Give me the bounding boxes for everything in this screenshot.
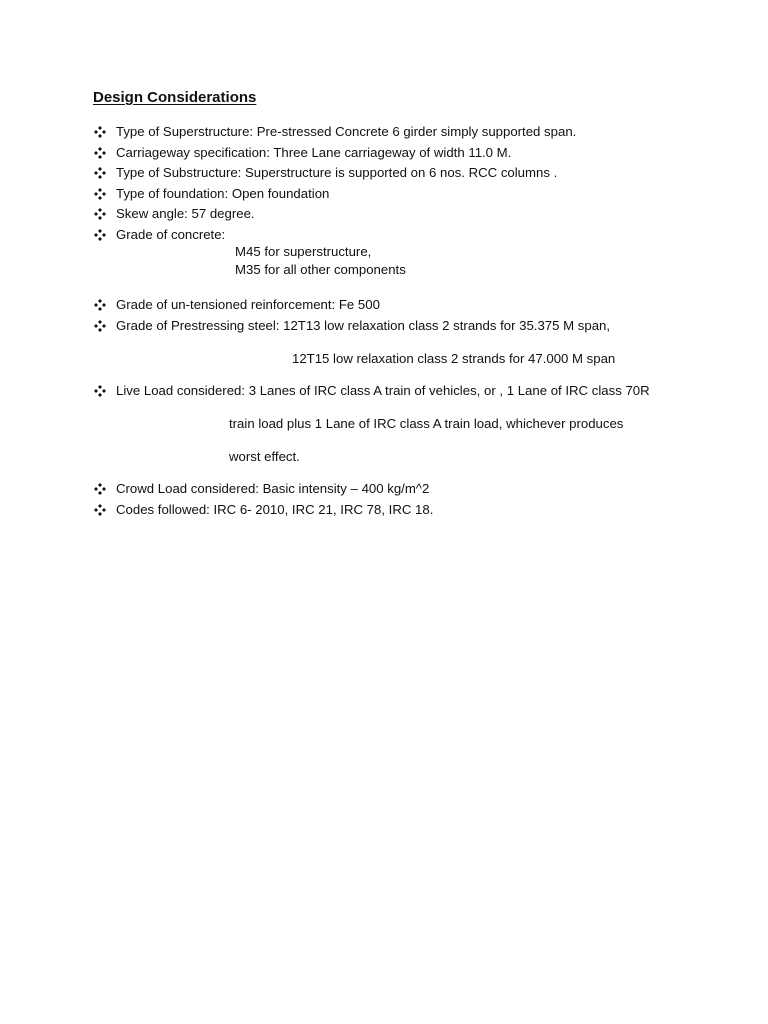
four-diamond-bullet-icon: [94, 504, 106, 516]
list-item: Grade of Prestressing steel: 12T13 low relaxation class 2 strands for 35.375 M span,: [116, 318, 611, 333]
list-item-subline: 12T15 low relaxation class 2 strands for 47.000 M span: [292, 351, 616, 366]
list-item: Type of Substructure: Superstructure is supported on 6 nos. RCC columns .: [116, 165, 558, 180]
four-diamond-bullet-icon: [94, 208, 106, 220]
list-item: Type of foundation: Open foundation: [116, 186, 330, 201]
four-diamond-bullet-icon: [94, 167, 106, 179]
list-item: Type of Superstructure: Pre-stressed Concrete 6 girder simply supported span.: [116, 124, 577, 139]
four-diamond-bullet-icon: [94, 385, 106, 397]
four-diamond-bullet-icon: [94, 229, 106, 241]
list-item: Grade of concrete:: [116, 227, 226, 242]
list-item-subline: worst effect.: [229, 449, 300, 464]
list-item-subline: M45 for superstructure,: [235, 244, 372, 259]
four-diamond-bullet-icon: [94, 320, 106, 332]
page-title: Design Considerations: [93, 89, 257, 106]
list-item: Grade of un-tensioned reinforcement: Fe 500: [116, 297, 380, 312]
list-item-subline: M35 for all other components: [235, 262, 406, 277]
list-item: Crowd Load considered: Basic intensity – 400 kg/m^2: [116, 481, 430, 496]
four-diamond-bullet-icon: [94, 147, 106, 159]
list-item: Carriageway specification: Three Lane carriageway of width 11.0 M.: [116, 145, 512, 160]
list-item: Skew angle: 57 degree.: [116, 206, 255, 221]
list-item: Codes followed: IRC 6- 2010, IRC 21, IRC 78, IRC 18.: [116, 502, 434, 517]
list-item: Live Load considered: 3 Lanes of IRC class A train of vehicles, or , 1 Lane of IRC class 70R: [116, 383, 650, 398]
list-item-subline: train load plus 1 Lane of IRC class A train load, whichever produces: [229, 416, 624, 431]
four-diamond-bullet-icon: [94, 126, 106, 138]
four-diamond-bullet-icon: [94, 299, 106, 311]
four-diamond-bullet-icon: [94, 188, 106, 200]
four-diamond-bullet-icon: [94, 483, 106, 495]
